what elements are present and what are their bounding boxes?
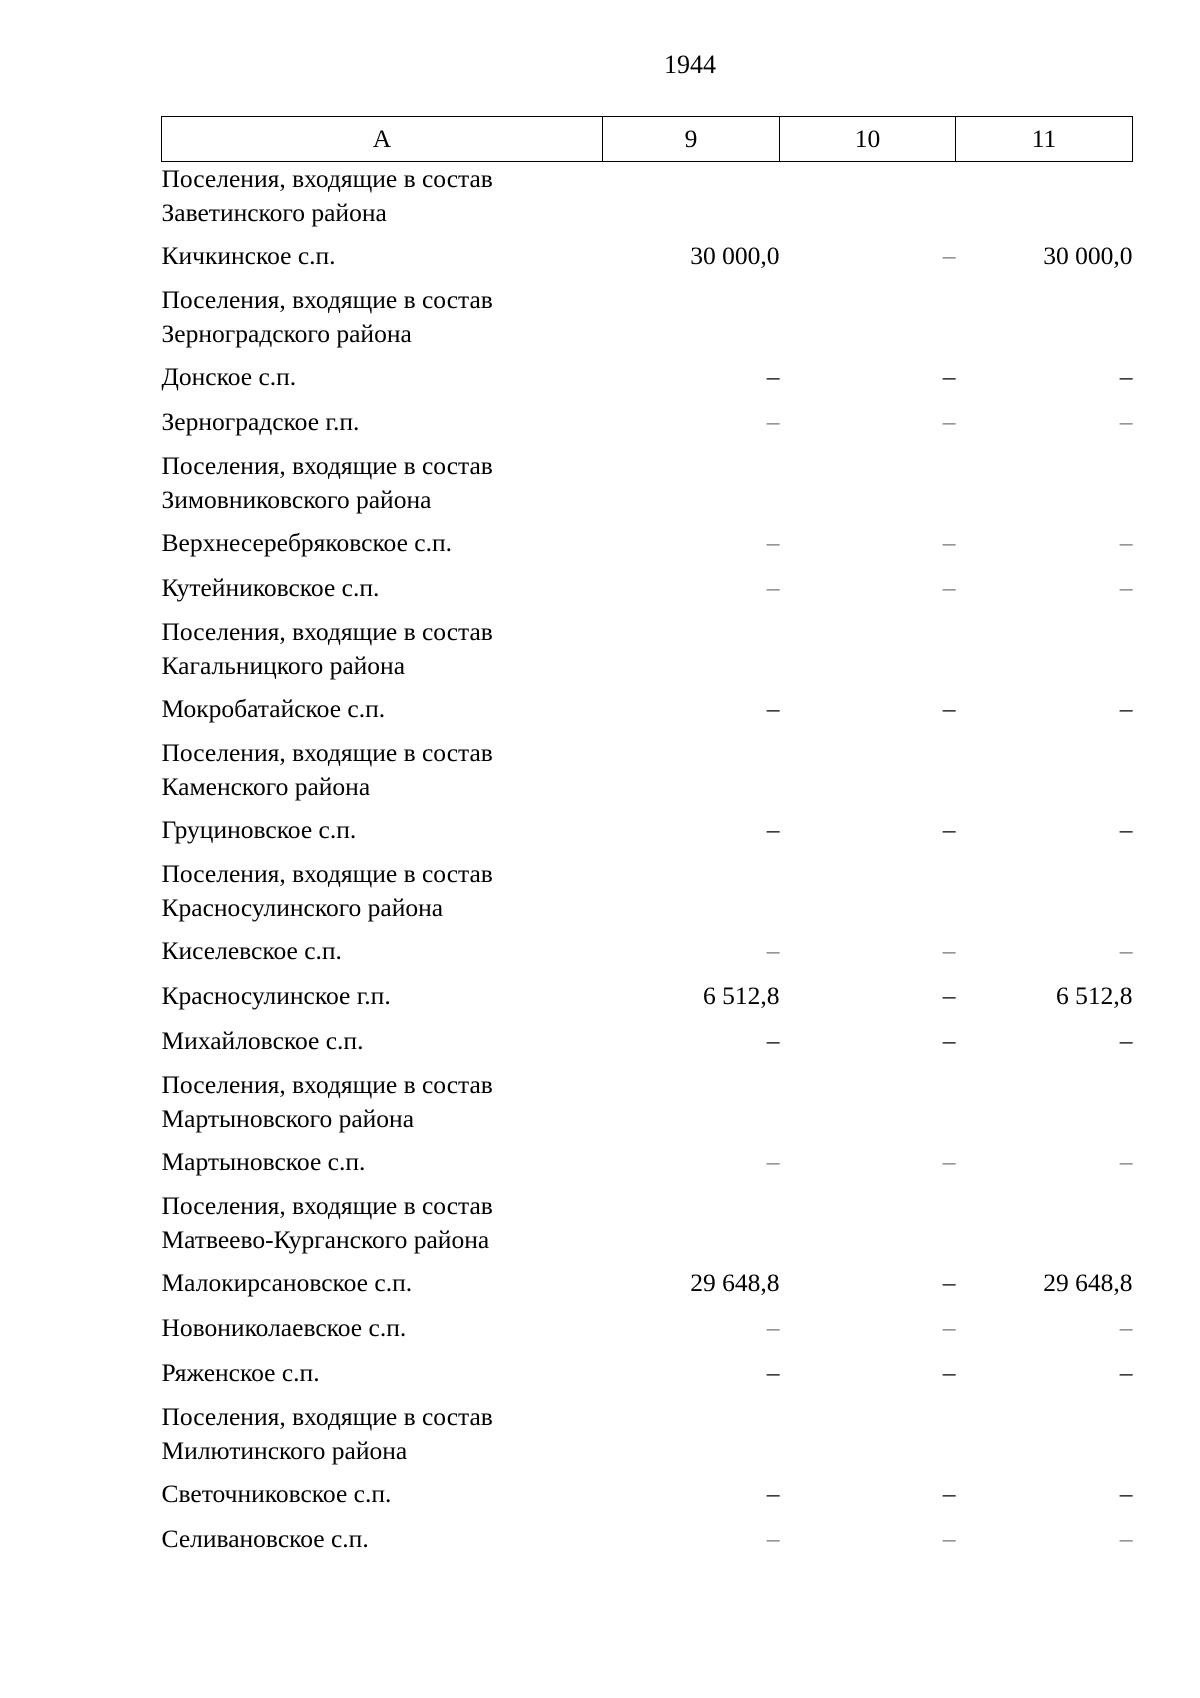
empty-cell <box>603 736 780 812</box>
value-cell-9: – <box>766 1524 780 1553</box>
settlement-name: Малокирсановское с.п. <box>161 1268 413 1297</box>
empty-cell <box>956 736 1133 812</box>
empty-cell <box>956 1068 1133 1144</box>
settlement-name: Донское с.п. <box>161 362 297 391</box>
empty-cell <box>603 283 780 359</box>
value-cell-11: 30 000,0 <box>1043 241 1133 270</box>
value-cell-9: 29 648,8 <box>690 1268 780 1297</box>
table-row <box>162 1265 1133 1310</box>
settlement-name: Мокробатайское с.п. <box>161 694 386 723</box>
settlement-name: Киселевское с.п. <box>161 936 342 965</box>
value-cell-9: 30 000,0 <box>690 241 780 270</box>
value-cell-9: – <box>766 528 780 557</box>
empty-cell <box>603 1068 780 1144</box>
value-cell-10: – <box>942 573 956 602</box>
empty-cell <box>603 162 780 239</box>
value-cell-11: – <box>1119 694 1133 723</box>
value-cell-9: – <box>766 1147 780 1176</box>
value-cell-11: 29 648,8 <box>1043 1268 1133 1297</box>
value-cell-10: – <box>942 694 956 723</box>
table-group-row <box>162 283 1133 359</box>
table-row <box>162 933 1133 978</box>
value-cell-9: – <box>766 694 780 723</box>
value-cell-11: – <box>1119 1479 1133 1508</box>
value-cell-9: – <box>766 1358 780 1387</box>
value-cell-9: – <box>766 815 780 844</box>
header-col-9: 9 <box>603 117 780 162</box>
value-cell-11: – <box>1119 407 1133 436</box>
empty-cell <box>956 615 1133 691</box>
value-cell-9: – <box>766 573 780 602</box>
settlement-name: Верхнесеребряковское с.п. <box>161 528 453 557</box>
table-group-row <box>162 1189 1133 1265</box>
value-cell-9: – <box>766 936 780 965</box>
settlement-name: Селивановское с.п. <box>161 1524 369 1553</box>
group-heading: Поселения, входящие в состав Зерноградского района <box>161 285 493 348</box>
table-row <box>162 978 1133 1023</box>
empty-cell <box>956 857 1133 933</box>
value-cell-11: – <box>1119 362 1133 391</box>
table-row <box>162 1521 1133 1566</box>
settlement-name: Кичкинское с.п. <box>161 241 336 270</box>
value-cell-11: – <box>1119 1524 1133 1553</box>
value-cell-11: – <box>1119 815 1133 844</box>
value-cell-9: – <box>766 362 780 391</box>
value-cell-10: – <box>942 936 956 965</box>
value-cell-10: – <box>942 1147 956 1176</box>
header-col-a: А <box>162 117 603 162</box>
value-cell-11: – <box>1119 1313 1133 1342</box>
table-row <box>162 812 1133 857</box>
value-cell-9: 6 512,8 <box>703 981 780 1010</box>
table-group-row <box>162 162 1133 239</box>
empty-cell <box>780 1068 956 1144</box>
table-row <box>162 570 1133 615</box>
group-heading: Поселения, входящие в состав Красносулинского района <box>161 859 493 922</box>
empty-cell <box>780 615 956 691</box>
settlement-name: Михайловское с.п. <box>161 1026 364 1055</box>
empty-cell <box>956 1189 1133 1265</box>
group-heading: Поселения, входящие в состав Каменского района <box>161 738 493 801</box>
group-heading: Поселения, входящие в состав Заветинского района <box>161 164 493 227</box>
budget-table-container <box>161 116 1132 1566</box>
value-cell-10: – <box>942 1358 956 1387</box>
table-row <box>162 1355 1133 1400</box>
table-header <box>162 117 1133 162</box>
empty-cell <box>603 857 780 933</box>
value-cell-10: – <box>942 407 956 436</box>
empty-cell <box>956 1400 1133 1476</box>
value-cell-10: – <box>942 362 956 391</box>
settlement-name: Новониколаевское с.п. <box>161 1313 407 1342</box>
value-cell-10: – <box>942 981 956 1010</box>
table-group-row <box>162 1400 1133 1476</box>
value-cell-11: – <box>1119 1358 1133 1387</box>
table-group-row <box>162 615 1133 691</box>
value-cell-9: – <box>766 1026 780 1055</box>
value-cell-11: – <box>1119 1147 1133 1176</box>
empty-cell <box>780 1400 956 1476</box>
table-group-row <box>162 736 1133 812</box>
value-cell-9: – <box>766 1479 780 1508</box>
value-cell-11: – <box>1119 528 1133 557</box>
page-number: 1944 <box>664 50 716 79</box>
empty-cell <box>603 1189 780 1265</box>
empty-cell <box>956 449 1133 525</box>
group-heading: Поселения, входящие в состав Зимовниковского района <box>161 451 493 514</box>
empty-cell <box>603 1400 780 1476</box>
empty-cell <box>603 615 780 691</box>
table-row <box>162 1144 1133 1189</box>
value-cell-9: – <box>766 407 780 436</box>
value-cell-10: – <box>942 1026 956 1055</box>
table-row <box>162 359 1133 404</box>
empty-cell <box>603 449 780 525</box>
table-row <box>162 1023 1133 1068</box>
value-cell-10: – <box>942 241 956 270</box>
value-cell-10: – <box>942 1268 956 1297</box>
group-heading: Поселения, входящие в состав Матвеево-Курганского района <box>161 1191 493 1254</box>
empty-cell <box>780 162 956 239</box>
value-cell-11: – <box>1119 936 1133 965</box>
table-group-row <box>162 857 1133 933</box>
table-row <box>162 1310 1133 1355</box>
table-row <box>162 1476 1133 1521</box>
settlement-name: Красносулинское г.п. <box>161 981 391 1010</box>
empty-cell <box>780 449 956 525</box>
value-cell-11: – <box>1119 1026 1133 1055</box>
table-group-row <box>162 449 1133 525</box>
empty-cell <box>780 736 956 812</box>
settlement-name: Ряженское с.п. <box>161 1358 320 1387</box>
value-cell-11: – <box>1119 573 1133 602</box>
group-heading: Поселения, входящие в состав Милютинского района <box>161 1402 493 1465</box>
value-cell-10: – <box>942 1479 956 1508</box>
settlement-name: Светочниковское с.п. <box>161 1479 392 1508</box>
empty-cell <box>780 283 956 359</box>
value-cell-9: – <box>766 1313 780 1342</box>
table-row <box>162 691 1133 736</box>
table-group-row <box>162 1068 1133 1144</box>
value-cell-11: 6 512,8 <box>1056 981 1133 1010</box>
settlement-name: Зерноградское г.п. <box>161 407 360 436</box>
group-heading: Поселения, входящие в состав Кагальницкого района <box>161 617 493 680</box>
table-body <box>162 162 1133 1567</box>
header-col-10: 10 <box>780 117 956 162</box>
table-row <box>162 404 1133 449</box>
empty-cell <box>780 1189 956 1265</box>
empty-cell <box>780 857 956 933</box>
settlement-name: Груциновское с.п. <box>161 815 357 844</box>
value-cell-10: – <box>942 528 956 557</box>
value-cell-10: – <box>942 1313 956 1342</box>
header-row <box>162 117 1133 162</box>
settlement-name: Кутейниковское с.п. <box>161 573 380 602</box>
header-col-11: 11 <box>956 117 1133 162</box>
budget-table <box>161 116 1133 1566</box>
empty-cell <box>956 162 1133 239</box>
settlement-name: Мартыновское с.п. <box>161 1147 366 1176</box>
value-cell-10: – <box>942 815 956 844</box>
table-row <box>162 238 1133 283</box>
group-heading: Поселения, входящие в состав Мартыновского района <box>161 1070 493 1133</box>
empty-cell <box>956 283 1133 359</box>
table-row <box>162 525 1133 570</box>
value-cell-10: – <box>942 1524 956 1553</box>
